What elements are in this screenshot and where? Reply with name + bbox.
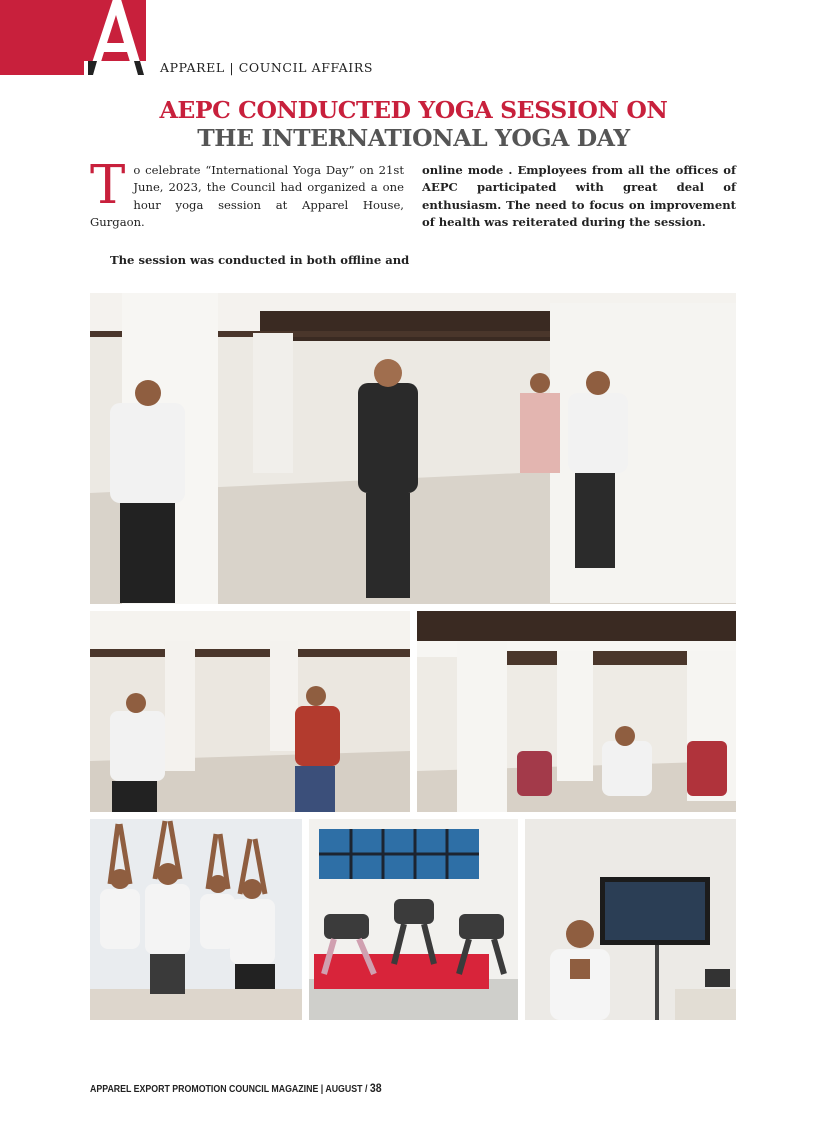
- photo-yoga-stretch-group: [90, 611, 410, 812]
- page-footer: [90, 1081, 382, 1095]
- photo-instructor-screen: [525, 819, 736, 1020]
- article-paragraph-2: The session was conducted in both offline and: [110, 253, 410, 267]
- article-title-line2: THE INTERNATIONAL YOGA DAY: [197, 124, 630, 152]
- photo-seated-participants: [417, 611, 736, 812]
- article-paragraph-1: o celebrate “International Yoga Day” on 21st June, 2023, the Council had organized a one hour yoga session at Apparel House, Gurgaon.: [90, 163, 404, 230]
- photo-tree-pose: [90, 819, 302, 1020]
- article-paragraph-3: online mode . Employees from all the offices of AEPC participated with great deal of enthusiasm. The need to focus on improvement of health was reiterated during the session.: [422, 163, 736, 230]
- photo-yoga-session-main: [90, 293, 736, 604]
- photo-triangle-pose: [309, 819, 518, 1020]
- article-title-line1: AEPC CONDUCTED YOGA SESSION ON: [159, 96, 668, 124]
- footer-text: APPAREL EXPORT PROMOTION COUNCIL MAGAZINE | AUGUST /: [90, 1084, 368, 1095]
- article-column-left: [90, 155, 404, 232]
- drop-cap: T: [90, 155, 126, 216]
- section-label: APPAREL | COUNCIL AFFAIRS: [160, 60, 374, 75]
- page-number: 38: [369, 1081, 382, 1095]
- corner-letter-logo: [84, 0, 146, 76]
